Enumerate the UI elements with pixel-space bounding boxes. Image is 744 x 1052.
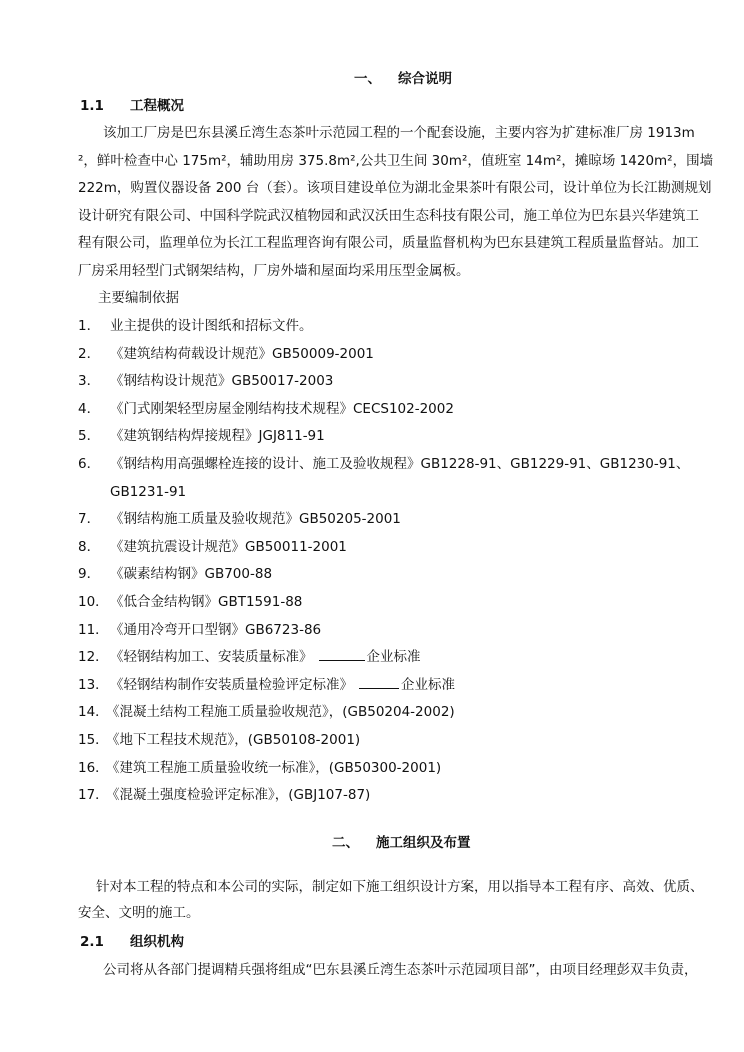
subsection-1-1-title: 工程概况 [130, 98, 184, 114]
list-item-text: 《钢结构设计规范》GB50017-2003 [110, 373, 334, 390]
list-item-number: 17． [78, 787, 109, 804]
list-item-number: 15． [78, 732, 109, 748]
list-item [110, 676, 455, 694]
paragraph-line: 程有限公司，监理单位为长江工程监理咨询有限公司，质量监督机构为巴东县建筑工程质量监督站。加工 [78, 235, 699, 252]
blank-underline [359, 676, 399, 689]
subsection-1-1-number: 1.1 [80, 98, 104, 114]
list-item-suffix: 企业标准 [401, 676, 455, 693]
list-item-text: 《混凝土结构工程施工质量验收规范》，(GB50204-2002) [106, 704, 455, 721]
list-item-number: 14． [78, 704, 109, 721]
subsection-2-1-title: 组织机构 [130, 934, 184, 950]
section-2-number: 二、 [332, 835, 359, 851]
subsection-2-1-number: 2.1 [80, 934, 104, 950]
list-item [110, 510, 401, 528]
list-item [110, 648, 421, 666]
list-item [110, 538, 347, 556]
list-item-number: 8． [78, 538, 101, 555]
list-item [110, 317, 313, 335]
list-item [110, 400, 454, 418]
list-item [106, 703, 455, 721]
list-item-text: 《碳素结构钢》GB700-88 [110, 566, 273, 583]
list-item-text: 《钢结构用高强螺栓连接的设计、施工及验收规程》GB1228-91、GB1229-91、GB1230-91、 [110, 456, 690, 472]
paragraph-line: 设计研究有限公司、中国科学院武汉植物园和武汉沃田生态科技有限公司，施工单位为巴东县兴华建筑工 [78, 207, 699, 224]
paragraph-line: 针对本工程的特点和本公司的实际，制定如下施工组织设计方案，用以指导本工程有序、高效、优质、 [96, 879, 704, 895]
list-item-text: 《建筑工程施工质量验收统一标准》，(GB50300-2001) [106, 759, 442, 776]
list-item-number: 3． [78, 373, 101, 390]
blank-underline [319, 648, 365, 661]
list-item [110, 621, 321, 639]
list-item-text: 《混凝土强度检验评定标准》，(GBJ107-87) [106, 787, 371, 804]
list-item-number: 5． [78, 428, 101, 445]
paragraph-line: ²，鲜叶检查中心 175m²，辅助用房 375.8m²,公共卫生间 30m²，值班室 14m²，摊晾场 1420m²，围墙 [78, 152, 714, 169]
paragraph-line: 厂房采用轻型门式钢架结构，厂房外墙和屋面均采用压型金属板。 [78, 263, 470, 279]
list-item-text: 《建筑结构荷载设计规范》GB50009-2001 [110, 345, 374, 362]
section-1-title: 综合说明 [398, 71, 452, 87]
list-item-suffix: 企业标准 [366, 649, 421, 666]
list-item [110, 427, 325, 445]
list-item-text: 《建筑抗震设计规范》GB50011-2001 [110, 538, 347, 555]
list-item [110, 565, 272, 583]
paragraph-line: 222m，购置仪器设备 200 台（套）。该项目建设单位为湖北金果茶叶有限公司，设计单位为长江勘测规划 [78, 180, 712, 197]
list-item-number: 6． [78, 456, 101, 472]
list-item-text: 《通用冷弯开口型钢》GB6723-86 [110, 621, 322, 638]
list-item-number: 4． [78, 400, 101, 417]
list-item-number: 9． [78, 566, 101, 583]
list-item [110, 372, 333, 390]
list-item-number: 1． [78, 318, 101, 334]
list-item-text: 《地下工程技术规范》，(GB50108-2001) [106, 732, 361, 748]
list-item [106, 759, 441, 777]
list-item [106, 731, 360, 749]
list-item [110, 455, 689, 473]
list-item-number: 2． [78, 345, 101, 362]
paragraph-line: 公司将从各部门提调精兵强将组成“巴东县溪丘湾生态茶叶示范园项目部”，由项目经理彭双丰负责， [103, 962, 698, 978]
list-item-text: 《门式刚架轻型房屋金刚结构技术规程》CECS102-2002 [110, 400, 454, 417]
list-item-text: 《轻钢结构加工、安装质量标准》 [110, 649, 313, 666]
section-2-title: 施工组织及布置 [376, 835, 471, 851]
list-item [110, 345, 374, 363]
list-item-number: 11． [78, 621, 109, 638]
list-item-number: 16． [78, 759, 109, 776]
paragraph-line: 安全、文明的施工。 [78, 905, 200, 921]
basis-title: 主要编制依据 [98, 290, 179, 306]
paragraph-line: 该加工厂房是巴东县溪丘湾生态茶叶示范园工程的一个配套设施，主要内容为扩建标准厂房 1913m [103, 125, 695, 141]
section-1-number: 一、 [354, 71, 381, 87]
list-item-number: 12． [78, 649, 109, 666]
list-item [110, 593, 302, 611]
list-item-text: 业主提供的设计图纸和招标文件。 [110, 318, 313, 334]
list-item-number: 7． [78, 511, 101, 528]
list-item-number: 10． [78, 594, 109, 610]
list-item-text: 《建筑钢结构焊接规程》JGJ811-91 [110, 428, 325, 445]
list-item [106, 786, 370, 804]
list-item-text: 《钢结构施工质量及验收规范》GB50205-2001 [110, 511, 401, 528]
list-item-text: 《轻钢结构制作安装质量检验评定标准》 [110, 676, 353, 693]
list-item-number: 13． [78, 676, 109, 693]
list-item-text: 《低合金结构钢》GBT1591-88 [110, 594, 303, 610]
list-item-continuation: GB1231-91 [110, 483, 187, 500]
